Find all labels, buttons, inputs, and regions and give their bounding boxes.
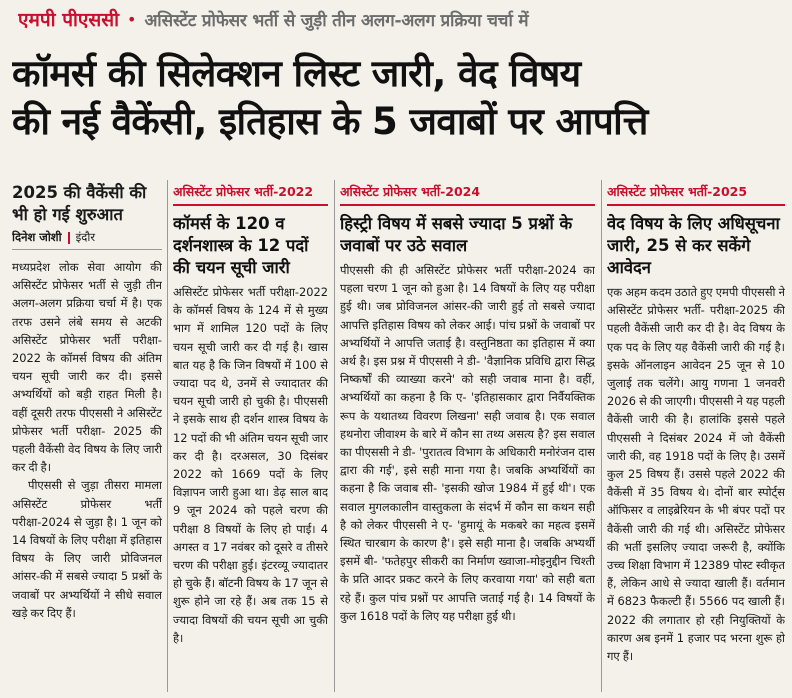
section-label-2022: असिस्टेंट प्रोफेसर भर्ती-2022 [173,180,328,206]
section-label-2024: असिस्टेंट प्रोफेसर भर्ती-2024 [340,180,595,206]
column-intro-paragraph: पीएससी से जुड़ा तीसरा मामला असिस्टेंट प्रोफेसर भर्ती परीक्षा-2024 से जुड़ा है। 1 जून को 14 विषयों के लिए परीक्षा में इतिहास विषय के लिए जारी प्रोविजनल आंसर-की में सबसे ज्यादा 5 प्रश्नों के जवाबों पर अभ्यर्थियों ने सीधे सवाल खड़े कर दिए हैं। [12,478,162,620]
column-2025-paragraph: एक अहम कदम उठाते हुए एमपी पीएससी ने असिस्टेंट प्रोफेसर भर्ती- परीक्षा-2025 की पहली वैकेंसी जारी कर दी है। वेद विषय के एक पद के लिए यह वैकेंसी जारी की गई है। इसके ऑनलाइन आवेदन 25 जून से 10 जुलाई तक चलेंगे। आयु गणना 1 जनवरी 2026 से की जाएगी। पीएससी ने यह पहली वैकेंसी जारी की है। हालांकि इससे पहले पीएससी ने दिसंबर 2024 में जो वैकेंसी जारी की, वह 1918 पदों के लिए है। उसमें कुल 25 विषय हैं। उससे पहले 2022 की वैकेंसी में 35 विषय थे। दोनों बार स्पोर्ट्स ऑफिसर व लाइब्रेरियन के भी बंपर पदों पर वैकेंसी जारी की गई थी। असिस्टेंट प्रोफेसर की भर्ती इसलिए ज्यादा जरूरी है, क्योंकि उच्च शिक्षा विभाग में 12389 पोस्ट स्वीकृत हैं, लेकिन आधे से ज्यादा खाली हैं। वर्तमान में 6823 फैकल्टी हैं। 5566 पद खाली हैं। 2022 की लगातार हो रही नियुक्तियों के कारण अब इनमें 1 हजार पद भरना शुरू हो गए हैं। [607,285,785,664]
kicker-tag: एमपी पीएससी [18,9,120,31]
author-name: दिनेश जोशी [12,230,62,244]
headline-line-1: कॉमर्स की सिलेक्शन लिस्ट जारी, वेद विषय [12,52,581,95]
column-2025-heading: वेद विषय के लिए अधिसूचना जारी, 25 से कर सकेंगे आवेदन [607,214,780,277]
kicker-text: असिस्टेंट प्रोफेसर भर्ती से जुड़ी तीन अलग-अलग प्रक्रिया चर्चा में [144,10,529,31]
column-2022-paragraph: असिस्टेंट प्रोफेसर भर्ती परीक्षा-2022 के कॉमर्स विषय के 124 में से मुख्य भाग में शामिल 120 पदों के लिए चयन सूची जारी कर दी गई है। खास बात यह है कि जिन विषयों में 100 से ज्यादा पद थे, उनमें से ज्यादातर की चयन सूची जारी हो चुकी है। पीएससी ने इसके साथ ही दर्शन शास्त्र विषय के 12 पदों की भी अंतिम चयन सूची जार कर दी है। दरअसल, 30 दिसंबर 2022 को 1669 पदों के लिए विज्ञापन जारी हुआ था। डेढ़ साल बाद 9 जून 2024 को पहले चरण की परीक्षा 8 विषयों के लिए हो पाई। 4 अगस्त व 17 नवंबर को दूसरे व तीसरे चरण की परीक्षा हुई। इंटरव्यू ज्यादातर हो चुके हैं। बॉटनी विषय के 17 जून से शुरू होने जा रहे हैं। अब तक 15 से ज्यादा विषयों की चयन सूची आ चुकी है। [173,285,328,645]
column-divider [167,180,168,692]
dateline-city: इंदौर [75,230,96,244]
column-2025 [607,180,785,698]
column-intro [12,180,162,698]
section-label-2025: असिस्टेंट प्रोफेसर भर्ती-2025 [607,180,785,206]
kicker-bar [18,4,788,34]
byline-divider [68,232,70,244]
column-intro-paragraph: मध्यप्रदेश लोक सेवा आयोग की असिस्टेंट प्रोफेसर भर्ती से जुड़ी तीन अलग-अलग प्रक्रिया चर्चा में है। एक तरफ उसने लंबे समय से अटकी असिस्टेंट प्रोफेसर भर्ती परीक्षा- 2022 के कॉमर्स विषय की अंतिम चयन सूची जारी कर दी। इससे अभ्यर्थियों को बड़ी राहत मिली है। वहीं दूसरी तरफ पीएससी ने असिस्टेंट प्रोफेसर भर्ती परीक्षा- 2025 की पहली वैकेंसी वेद विषय के लिए जारी कर दी है। [12,260,162,475]
column-divider [601,180,602,692]
column-2024-heading: हिस्ट्री विषय में सबसे ज्यादा 5 प्रश्नों के जवाबों पर उठे सवाल [340,214,573,255]
headline-line-2: की नई वैकेंसी, इतिहास के 5 जवाबों पर आपत्ति [12,100,648,143]
column-divider [334,180,335,692]
byline [12,230,162,250]
column-intro-heading: 2025 की वैकेंसी की भी हो गई शुरुआत [12,183,147,224]
column-2024 [340,180,595,698]
column-2024-paragraph: पीएससी की ही असिस्टेंट प्रोफेसर भर्ती परीक्षा-2024 का पहला चरण 1 जून को हुआ है। 14 विषयों के लिए यह परीक्षा हुई थी। जब प्रोविजनल आंसर-की जारी हुई तो सबसे ज्यादा आपत्ति इतिहास विषय को लेकर आई। पांच प्रश्नों के जवाबों पर अभ्यर्थियों ने आपत्ति जताई है। वस्तुनिष्ठता का इतिहास में क्या अर्थ है। इस प्रश्न में पीएससी ने डी- 'वैज्ञानिक प्रविधि द्वारा सिद्ध निष्कर्षों की व्याख्या करने' को सही जवाब माना है। वहीं, अभ्यर्थियों का कहना है कि ए- 'इतिहासकार द्वारा निर्वैयक्तिक रूप के यथातथ्य विवरण लिखना' सही जवाब है। एक सवाल हथनोरा जीवाश्म के बारे में कौन सा तथ्य असत्य है? इस सवाल का पीएससी ने डी- 'पुरातत्व विभाग के अधिकारी मनोरंजन दास द्वारा की गई', इसे सही माना गया है। जबकि अभ्यर्थियों का कहना है कि जवाब सी- 'इसकी खोज 1984 में हुई थी'। एक सवाल मुगलकालीन वास्तुकला के संदर्भ में कौन सा कथन सही है को लेकर पीएससी ने ए- 'हुमायूं के मकबरे का महत्व इसमें स्थित चारबाग के कारण है'। इसे सही माना है। जबकि अभ्यर्थी इसमें बी- 'फतेहपुर सीकरी का निर्माण ख्वाजा-मोइनुद्दीन चिश्ती के प्रति आदर प्रकट करने के लिए करवाया गया' को सही बता रहे हैं। कुल पांच प्रश्नों पर आपत्ति जताई गई है। 14 विषयों के कुल 1618 पदों के लिए यह परीक्षा हुई थी। [340,263,595,623]
column-2022 [173,180,328,698]
column-2022-heading: कॉमर्स के 120 व दर्शनशास्त्र के 12 पदों की चयन सूची जारी [173,214,309,277]
main-headline [12,50,784,146]
kicker-separator: • [127,9,137,29]
